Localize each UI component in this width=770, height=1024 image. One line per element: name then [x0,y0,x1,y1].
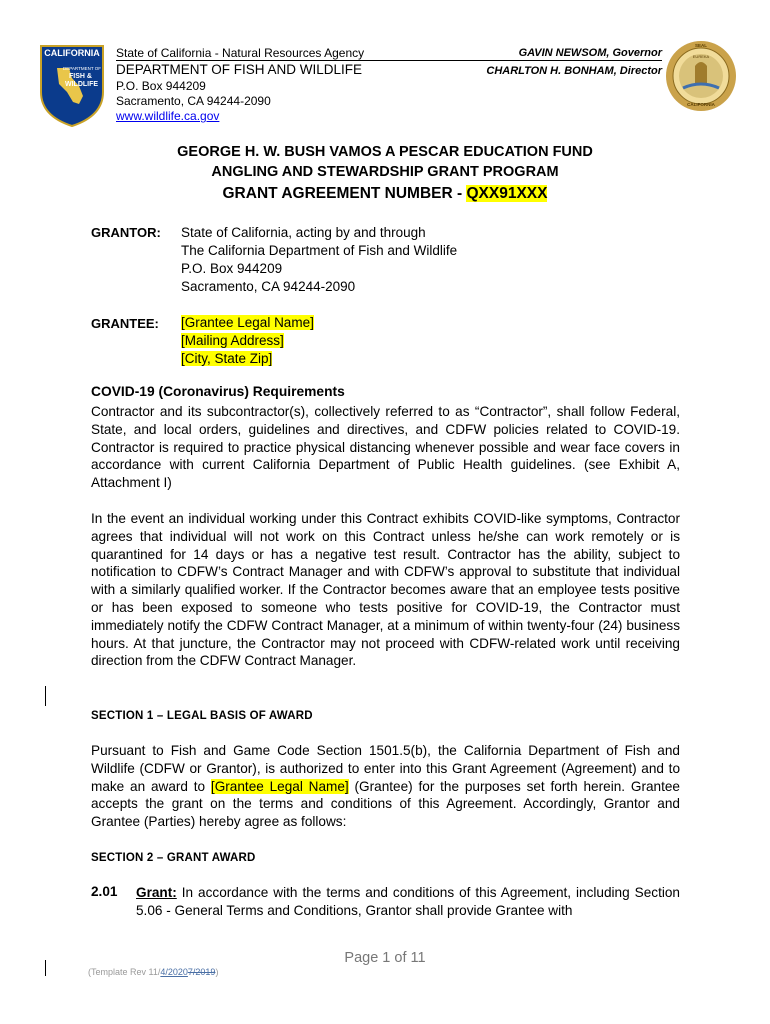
header-city: Sacramento, CA 94244-2090 [116,94,271,108]
grant-text: In accordance with the terms and conditions of this Agreement, including Section 5.06 - General Terms and Conditions, Grantor shall provide Grantee with [136,885,680,918]
director-name: CHARLTON H. BONHAM, Director [486,65,662,77]
template-rev-suffix: ) [215,967,219,977]
grantee-name-placeholder: [Grantee Legal Name] [181,315,314,330]
section-1-text-cont: (Grantee) for the purposes set forth herein. Grantee accepts the grant on the terms and conditions of this Agreement. Accordingly, Grantor and Grantee (Parties) hereby agree as follows: [91,778,680,830]
governor-name: GAVIN NEWSOM, Governor [518,47,662,59]
grantor-address [181,224,457,296]
grantor-label: GRANTOR: [91,225,161,240]
covid-heading: COVID-19 (Coronavirus) Requirements [91,384,345,399]
logo-line-dept: DEPARTMENT OF [63,66,102,71]
website-link[interactable]: www.wildlife.ca.gov [116,109,220,123]
page-number: Page 1 of 11 [344,950,426,966]
logo-title: CALIFORNIA [44,48,100,58]
section-1-paragraph [91,742,680,831]
title-line-2: ANGLING AND STEWARDSHIP GRANT PROGRAM [211,164,559,180]
department-name: DEPARTMENT OF FISH AND WILDLIFE [116,62,363,77]
item-2-01-text [136,884,680,920]
section-1-text: Pursuant to Fish and Game Code Section 1501.5(b), the California Department of Fish and Wildlife (CDFW or Grantor), is authorized to enter into this Grant Agreement (Agreement) and to make an award to [91,743,680,794]
title-agreement-label: GRANT AGREEMENT NUMBER - [222,185,467,202]
grant-label: Grant: [136,885,177,900]
template-rev-prefix: (Template Rev 11/ [88,967,161,977]
covid-paragraph-2: In the event an individual working under this Contract exhibits COVID-like symptoms, Contractor agrees that individual will not work on this Contract unless he/she can work remotely or is quarantined for 14 days or has a negative test result. Contractor has the ability, subject to notification to CDFW’s Contract Manager and with CDFW’s approval to substitute that individual with a similarly qualified worker. If the Contractor becomes aware that an employee tests positive or has been exposed to someone who tests positive for COVID-19, the Contractor must immediately notify the CDFW Contract Manager, at a minimum of within twenty-four (24) business hours. At that juncture, the Contractor may not proceed with CDFW-related work until receiving direction from the CDFW Contract Manager. [91,511,680,669]
logo-line-fish: FISH & [69,73,92,80]
agreement-number: QXX91XXX [466,185,548,202]
grantor-line: The California Department of Fish and Wildlife [181,243,458,258]
title-line-3 [0,185,770,203]
grantee-mailing-placeholder: [Mailing Address] [181,333,284,348]
logo-line-wildlife: WILDLIFE [65,81,99,88]
cdfw-logo [39,44,105,128]
seal-top-text: SEAL [694,43,707,48]
template-revision [88,967,218,977]
grantor-line: P.O. Box 944209 [181,261,283,276]
item-2-01-number: 2.01 [91,884,118,899]
template-rev-old: 7/2019 [187,967,216,977]
grantor-line: State of California, acting by and through [181,225,426,240]
template-rev-new: 4/2020 [160,967,188,977]
grantor-line: Sacramento, CA 94244-2090 [181,279,356,294]
header-po-box: P.O. Box 944209 [116,79,206,93]
covid-paragraph-1: Contractor and its subcontractor(s), collectively referred to as “Contractor”, shall follow Federal, State, and local orders, guidelines and directives, and CDFW policies related to COVID-19. Contractor is required to practice physical distancing whenever possible and wear face covers in accordance with current California Department of Public Health guidelines. (see Exhibit A, Attachment I) [91,404,680,491]
section-2-heading: SECTION 2 – GRANT AWARD [91,852,256,864]
grantee-address [181,314,314,368]
title-line-1: GEORGE H. W. BUSH VAMOS A PESCAR EDUCATION FUND [177,144,593,160]
seal-motto: EUREKA [692,54,710,59]
grantee-label: GRANTEE: [91,316,159,331]
section-1-heading: SECTION 1 – LEGAL BASIS OF AWARD [91,710,313,722]
grantee-name-inline: [Grantee Legal Name] [210,778,349,794]
seal-bottom-text: CALIFORNIA [687,102,715,107]
agency-name: State of California - Natural Resources Agency [116,46,365,60]
change-bar [45,686,46,706]
grantee-city-placeholder: [City, State Zip] [181,351,273,366]
state-seal [665,40,737,112]
